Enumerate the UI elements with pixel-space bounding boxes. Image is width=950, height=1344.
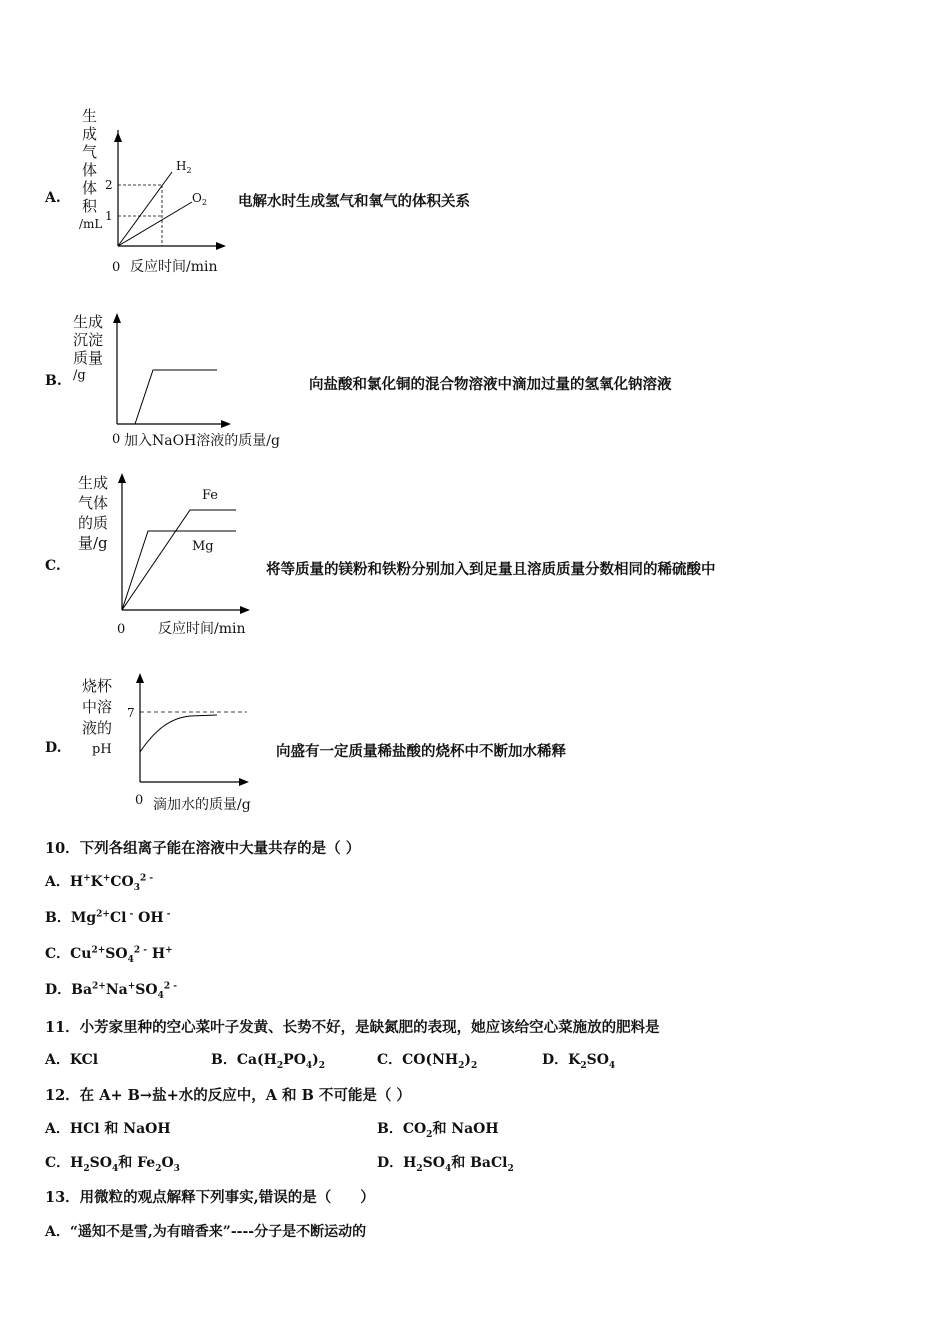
option-a-label: A. bbox=[45, 190, 61, 206]
h2-label: $H_2$ bbox=[176, 159, 192, 175]
q12-option-b: B．$CO_2$和 NaOH bbox=[377, 1121, 499, 1140]
option-b-description: 向盐酸和氯化铜的混合物溶液中滴加过量的氢氧化钠溶液 bbox=[309, 376, 672, 393]
o2-line bbox=[118, 202, 192, 246]
tick-2: 2 bbox=[105, 178, 113, 192]
graph-b-ylabel: 生成 沉淀 质量 /g bbox=[73, 313, 104, 383]
graph-b-chart bbox=[105, 310, 305, 450]
option-a-description: 电解水时生成氢气和氧气的体积关系 bbox=[238, 193, 470, 210]
q11-option-b: B．$Ca(H_2PO_4)_2$ bbox=[211, 1052, 326, 1071]
h2-line bbox=[118, 172, 172, 246]
graph-d-chart bbox=[125, 670, 285, 820]
option-c-label: C. bbox=[45, 558, 61, 574]
q10-option-c: C．$Cu^{2+}SO_4^{2 -}$ H+ bbox=[45, 945, 173, 965]
fe-label: Fe bbox=[202, 488, 219, 503]
x-label: 反应时间/min bbox=[130, 259, 218, 275]
origin: 0 bbox=[112, 432, 121, 447]
q11-option-a: A．KCl bbox=[45, 1052, 99, 1068]
graph-c-chart bbox=[110, 470, 270, 640]
q12-option-a: A．HCl 和 NaOH bbox=[45, 1121, 171, 1137]
graph-c-ylabel: 生成 气体 的质 量/g bbox=[78, 474, 109, 552]
x-label: 滴加水的质量/g bbox=[153, 797, 251, 813]
x-label: 加入NaOH溶液的质量/g bbox=[124, 433, 280, 449]
option-c-description: 将等质量的镁粉和铁粉分别加入到足量且溶质质量分数相同的稀硫酸中 bbox=[266, 561, 716, 578]
q13-stem: 13．用微粒的观点解释下列事实,错误的是（ ） bbox=[45, 1189, 375, 1206]
graph-a-chart bbox=[100, 130, 240, 280]
option-b-label: B. bbox=[45, 373, 62, 389]
q12-option-d: D．$H_2SO_4$和 BaCl$_2$ bbox=[377, 1155, 514, 1174]
q12-option-c: C．$H_2SO_4$和 $Fe_2O_3$ bbox=[45, 1155, 180, 1174]
q10-option-b: B．$Mg^{2+}Cl$ - OH - bbox=[45, 909, 171, 926]
q13-option-a: A．“遥知不是雪,为有暗香来”----分子是不断运动的 bbox=[45, 1224, 367, 1240]
q10-option-a: A．$H^+K^+CO_3^{2 -}$ bbox=[45, 873, 154, 893]
y-axis-arrow bbox=[113, 313, 121, 323]
x-axis-arrow bbox=[216, 242, 226, 250]
y-axis-arrow bbox=[118, 473, 126, 483]
q10-stem: 10．下列各组离子能在溶液中大量共存的是（ ） bbox=[45, 840, 361, 857]
mg-line bbox=[122, 531, 236, 610]
graph-a-ylabel: 生 成 气 体 体 积 /mL bbox=[79, 107, 103, 231]
option-d-label: D. bbox=[45, 740, 62, 756]
ph-curve bbox=[140, 715, 217, 752]
x-axis-arrow bbox=[239, 778, 249, 786]
q12-stem: 12．在 A+ B→盐+水的反应中，A 和 B 不可能是（ ） bbox=[45, 1087, 411, 1104]
tick-1: 1 bbox=[105, 209, 113, 223]
x-axis-arrow bbox=[240, 606, 250, 614]
origin: 0 bbox=[117, 622, 126, 637]
q11-option-d: D．$K_2SO_4$ bbox=[542, 1052, 616, 1071]
x-axis-arrow bbox=[221, 420, 231, 428]
graph-d-ylabel: 烧杯 中溶 液的 pH bbox=[82, 677, 113, 757]
origin: 0 bbox=[135, 793, 144, 808]
precipitate-line bbox=[135, 370, 217, 424]
x-label: 反应时间/min bbox=[158, 621, 246, 637]
fe-line bbox=[122, 510, 236, 610]
y-axis-arrow bbox=[114, 132, 122, 142]
option-d-description: 向盛有一定质量稀盐酸的烧杯中不断加水稀释 bbox=[276, 743, 566, 760]
q11-option-c: C．$CO(NH_2)_2$ bbox=[377, 1052, 478, 1071]
q10-option-d: D．$Ba^{2+}Na^+SO_4^{2 -}$ bbox=[45, 981, 177, 1001]
o2-label: $O_2$ bbox=[192, 191, 207, 207]
mg-label: Mg bbox=[192, 539, 214, 554]
tick-7: 7 bbox=[127, 706, 135, 720]
q11-stem: 11．小芳家里种的空心菜叶子发黄、长势不好，是缺氮肥的表现，她应该给空心菜施放的肥料是 bbox=[45, 1019, 660, 1036]
origin: 0 bbox=[112, 260, 121, 275]
y-axis-arrow bbox=[136, 673, 144, 683]
